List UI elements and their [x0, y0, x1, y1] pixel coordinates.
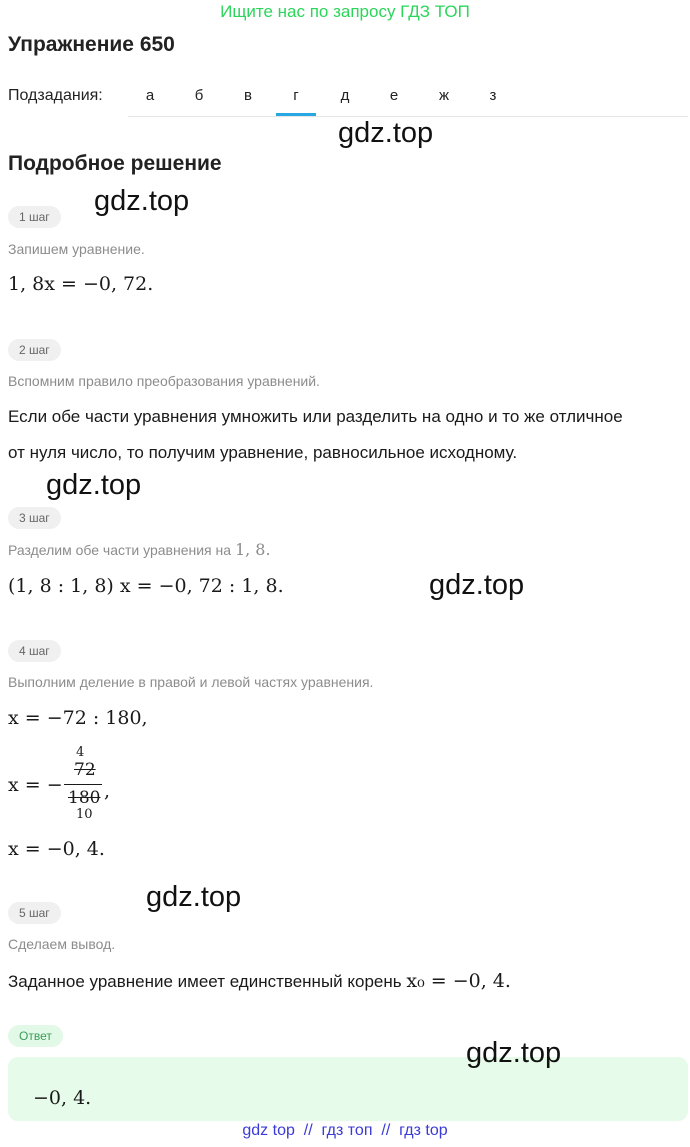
active-tab-indicator	[276, 113, 316, 116]
tab-zh[interactable]: ж	[438, 87, 450, 104]
conclusion-math: x₀ = −0, 4.	[406, 970, 511, 992]
step-badge: 3 шаг	[8, 507, 61, 529]
tab-e[interactable]: е	[389, 87, 399, 104]
answer-value: −0, 4.	[33, 1087, 92, 1109]
step-badge: 2 шаг	[8, 339, 61, 361]
step-note: Сделаем вывод.	[8, 936, 116, 952]
answer-badge: Ответ	[8, 1025, 63, 1047]
subtask-tabs	[128, 78, 688, 117]
footer-links[interactable]: gdz top // гдз топ // гдз top	[242, 1122, 448, 1139]
equation: x = −72 : 180,	[8, 707, 148, 729]
watermark: gdz.top	[338, 117, 434, 149]
step-badge: 4 шаг	[8, 640, 61, 662]
conclusion-text	[8, 970, 511, 992]
watermark: gdz.top	[146, 881, 242, 913]
watermark: gdz.top	[466, 1037, 562, 1069]
watermark: gdz.top	[94, 185, 190, 217]
reduced-numerator: 4	[76, 745, 85, 760]
equation: (1, 8 : 1, 8) x = −0, 72 : 1, 8.	[8, 575, 284, 597]
tab-g[interactable]: г	[293, 87, 299, 104]
step-note: Вспомним правило преобразования уравнений.	[8, 373, 320, 389]
step-note: Запишем уравнение.	[8, 241, 145, 257]
search-banner[interactable]: Ищите нас по запросу ГДЗ ТОП	[220, 2, 470, 21]
rule-text-line: Если обе части уравнения умножить или разделить на одно и то же отличное	[8, 407, 623, 426]
step-note-text: Разделим обе части уравнения на	[8, 542, 232, 558]
watermark: gdz.top	[46, 469, 142, 501]
tab-a[interactable]: а	[145, 87, 155, 104]
watermark: gdz.top	[429, 569, 525, 601]
reduced-denominator: 10	[76, 807, 93, 822]
comma: ,	[104, 780, 111, 802]
fraction-bar	[64, 784, 102, 785]
conclusion-words: Заданное уравнение имеет единственный корень	[8, 972, 402, 991]
step-badge: 5 шаг	[8, 902, 61, 924]
step-note-math: 1, 8.	[234, 540, 271, 559]
tab-z[interactable]: з	[489, 87, 497, 104]
tab-d[interactable]: д	[340, 87, 350, 104]
page-title: Упражнение 650	[8, 33, 175, 56]
answer-box	[8, 1057, 688, 1121]
step-note: Выполним деление в правой и левой частях уравнения.	[8, 674, 374, 690]
tab-v[interactable]: в	[244, 87, 252, 104]
fraction-denominator: 180	[68, 788, 101, 808]
tab-b[interactable]: б	[194, 87, 204, 104]
step-note	[8, 540, 271, 559]
fraction-numerator: 72	[74, 760, 96, 780]
section-title: Подробное решение	[8, 152, 222, 175]
equation-lhs: x = −	[8, 774, 63, 796]
rule-text-line: от нуля число, то получим уравнение, равносильное исходному.	[8, 443, 518, 462]
subtasks-label: Подзадания:	[8, 87, 103, 104]
equation: x = −0, 4.	[8, 838, 105, 860]
step-badge: 1 шаг	[8, 206, 61, 228]
equation: 1, 8x = −0, 72.	[8, 273, 154, 295]
